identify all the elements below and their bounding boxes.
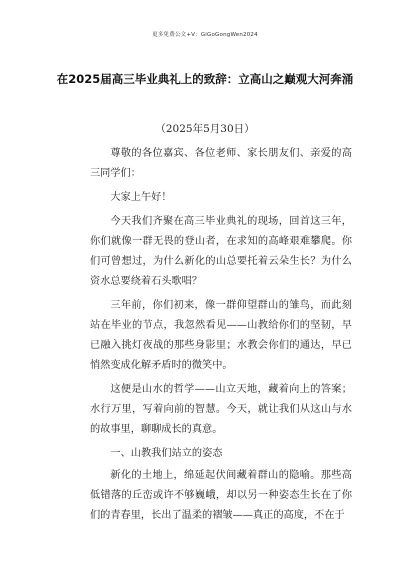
header-note: 更多免费公文+V：GiGoGongWen2024 bbox=[152, 32, 258, 38]
document-date: （2025年5月30日） bbox=[155, 123, 255, 135]
section-heading: 一、山教我们站立的姿态 bbox=[110, 448, 223, 459]
document-title: 在2025届高三毕业典礼上的致辞：立高山之巅观大河奔涌 bbox=[56, 72, 354, 86]
paragraph-salutation: 尊敬的各位嘉宾、各位老师、家长朋友们、亲爱的高三同学们： bbox=[90, 148, 352, 179]
paragraph: 今天我们齐聚在高三毕业典礼的现场，回首这三年，你们就像一群无畏的登山者，在求知的高峰艰难攀爬。你们可曾想过，为什么新化的山总要托着云朵生长？为什么资水总要绕着石头歌唱？ bbox=[90, 216, 352, 287]
document-body bbox=[90, 144, 352, 530]
paragraph: 三年前，你们初来，像一群仰望群山的雏鸟，而此刻站在毕业的节点，我忽然看见——山教给你们的坚韧，早已融入挑灯夜战的那些身影里；水教会你们的通达，早已悄然变成化解矛盾时的微笑中。 bbox=[90, 300, 352, 371]
paragraph: 新化的土地上，绵延起伏间藏着群山的隐喻。那些高低错落的丘峦或许不够巍峨，却以另一种姿态生长在了你们的青春里，长出了温柔的褶皱——真正的高度，不在于 bbox=[90, 470, 352, 521]
paragraph: 这便是山水的哲学——山立天地，藏着向上的答案；水行万里，写着向前的智慧。今天，就让我们从这山与水的故事里，聊聊成长的真意。 bbox=[90, 384, 352, 435]
paragraph-greeting: 大家上午好！ bbox=[110, 192, 172, 203]
